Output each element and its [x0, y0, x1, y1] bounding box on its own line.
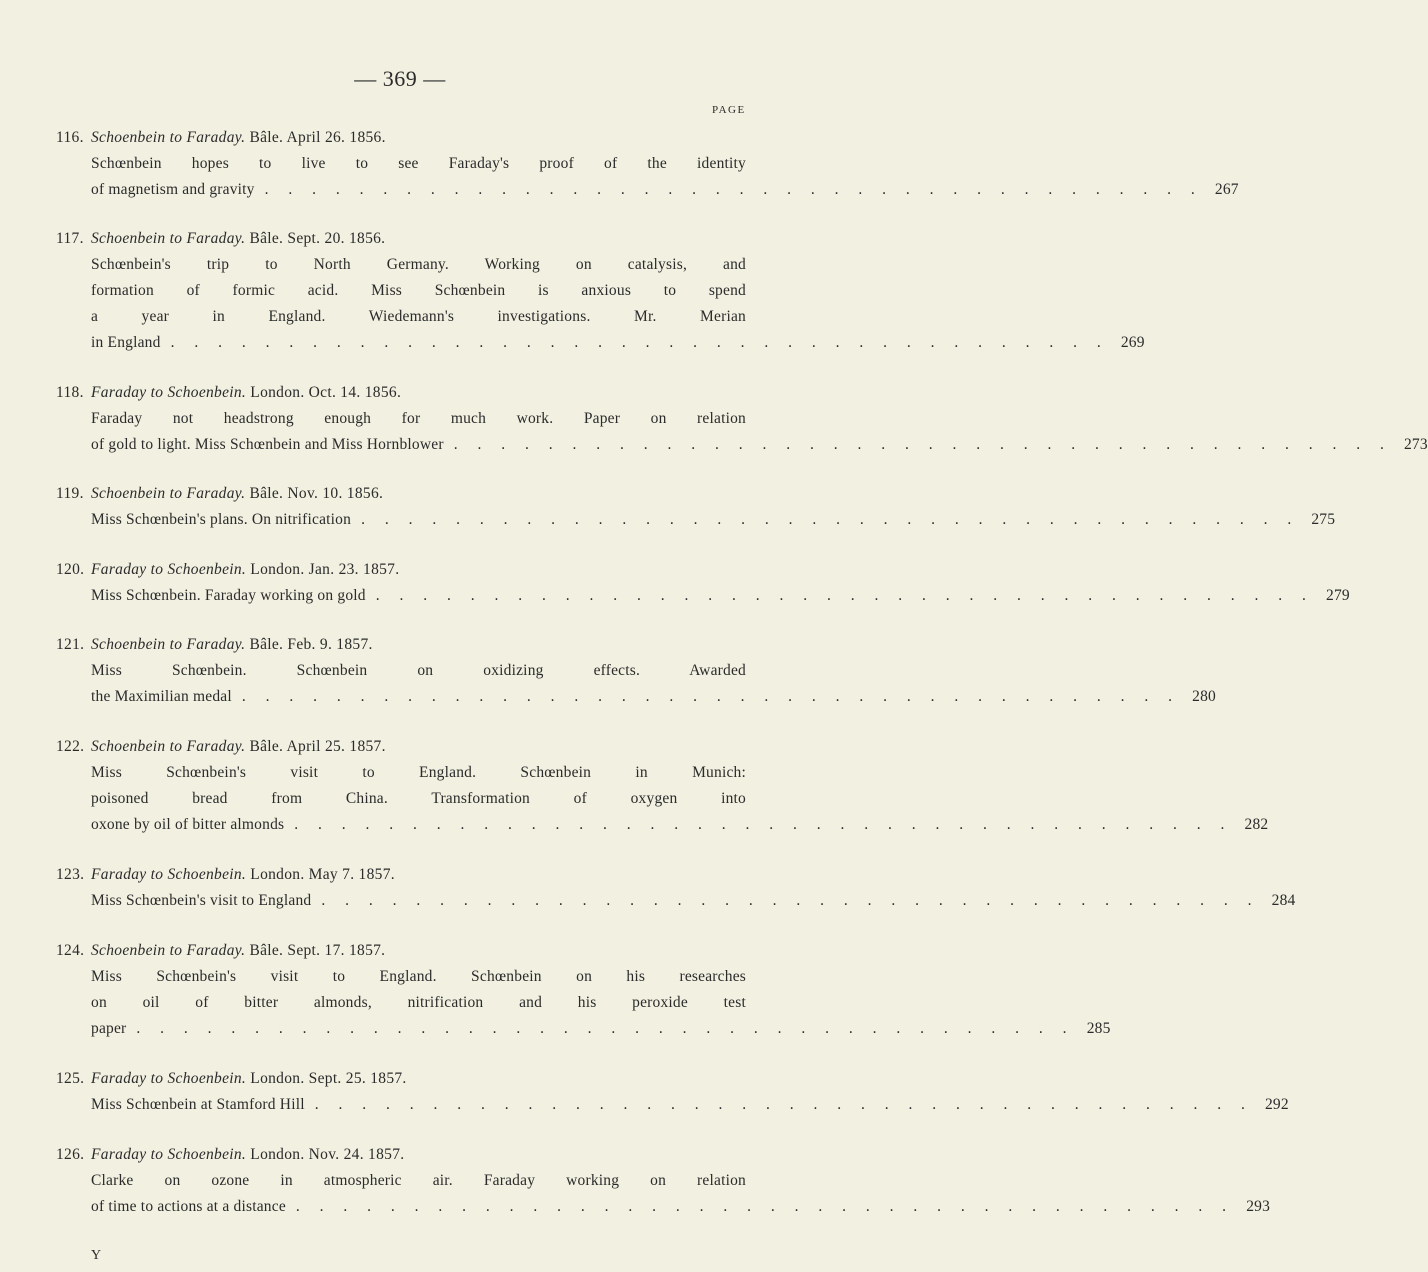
dot-leader: . . . . . . . . . . . . . . . . . . . . . . . . . . . . . . . . . . . . . . . . — [321, 892, 1260, 909]
letter-title: Schoenbein to Faraday. — [91, 942, 246, 959]
entry-number: 123. — [56, 866, 85, 883]
page-reference: 282 — [1244, 816, 1269, 833]
summary-last-line — [91, 684, 1217, 710]
entry-summary — [56, 583, 1350, 609]
entry-summary — [56, 760, 1269, 838]
entry-number: 118. — [56, 384, 84, 401]
summary-last-line — [91, 812, 1269, 838]
entry-heading — [56, 379, 746, 406]
contents-entry — [56, 556, 1350, 609]
dot-leader: . . . . . . . . . . . . . . . . . . . . . . . . . . . . . . . . . . . . . . . . — [241, 688, 1181, 705]
entry-number: 126. — [56, 1146, 85, 1163]
page-reference: 269 — [1120, 334, 1145, 351]
entry-summary — [56, 964, 1111, 1042]
page-reference: 279 — [1326, 587, 1350, 604]
summary-line-text: of gold to light. Miss Schœnbein and Miss Hornblower — [91, 436, 444, 453]
summary-last-line — [91, 1016, 1111, 1042]
letter-title: Schoenbein to Faraday. — [91, 738, 246, 755]
summary-line-text: paper — [91, 1020, 127, 1037]
summary-line-text: Miss Schœnbein at Stamford Hill — [91, 1096, 305, 1113]
summary-line: formation of formic acid. Miss Schœnbein is anxious to spend — [91, 282, 746, 299]
dot-leader: . . . . . . . . . . . . . . . . . . . . . . . . . . . . . . . . . . . . . . . . — [294, 816, 1233, 833]
dot-leader: . . . . . . . . . . . . . . . . . . . . . . . . . . . . . . . . . . . . . . . . — [170, 334, 1109, 351]
entry-heading — [56, 1065, 746, 1092]
letter-place-date: London. Nov. 24. 1857. — [250, 1146, 405, 1163]
summary-line: Schœnbein's trip to North Germany. Working on catalysis, and — [91, 256, 746, 273]
summary-line-text: of magnetism and gravity — [91, 181, 255, 198]
entry-summary — [56, 406, 1428, 458]
page-reference: 285 — [1086, 1020, 1111, 1037]
contents-entry — [56, 1141, 1271, 1220]
entry-number: 124. — [56, 942, 85, 959]
summary-line-text: the Maximilian medal — [91, 688, 232, 705]
contents-entry — [56, 937, 1111, 1042]
page-reference: 292 — [1264, 1096, 1289, 1113]
letter-title: Faraday to Schoenbein. — [91, 1070, 247, 1087]
summary-last-line — [91, 1194, 1271, 1220]
entry-heading — [56, 733, 746, 760]
dot-leader: . . . . . . . . . . . . . . . . . . . . . . . . . . . . . . . . . . . . . . . . — [136, 1020, 1075, 1037]
dot-leader: . . . . . . . . . . . . . . . . . . . . . . . . . . . . . . . . . . . . . . . . — [453, 436, 1392, 453]
letter-title: Schoenbein to Faraday. — [91, 485, 246, 502]
summary-line: on oil of bitter almonds, nitrification and his peroxide test — [91, 994, 746, 1011]
summary-line: poisoned bread from China. Transformation of oxygen into — [91, 790, 746, 807]
entry-number: 122. — [56, 738, 85, 755]
letter-title: Faraday to Schoenbein. — [91, 384, 247, 401]
page-reference: 273 — [1403, 436, 1428, 453]
page-reference: 267 — [1214, 181, 1239, 198]
letter-title: Schoenbein to Faraday. — [91, 230, 246, 247]
letter-place-date: London. Jan. 23. 1857. — [250, 561, 400, 578]
signature-mark: Y — [91, 1248, 102, 1263]
letter-place-date: London. Oct. 14. 1856. — [250, 384, 402, 401]
letter-title: Faraday to Schoenbein. — [91, 561, 247, 578]
contents-list — [56, 124, 1428, 1220]
summary-line-text: in England — [91, 334, 161, 351]
page-reference: 293 — [1246, 1198, 1271, 1215]
entry-heading — [56, 1141, 746, 1168]
entry-summary — [56, 1092, 1289, 1118]
summary-line: Schœnbein hopes to live to see Faraday's proof of the identity — [91, 155, 746, 172]
entry-number: 121. — [56, 636, 85, 653]
letter-title: Faraday to Schoenbein. — [91, 1146, 247, 1163]
contents-entry — [56, 225, 1145, 356]
letter-place-date: Bâle. Nov. 10. 1856. — [249, 485, 384, 502]
summary-last-line — [91, 507, 1336, 533]
summary-line: Miss Schœnbein's visit to England. Schœnbein in Munich: — [91, 764, 746, 781]
summary-last-line — [91, 583, 1350, 609]
summary-last-line — [91, 888, 1296, 914]
letter-title: Faraday to Schoenbein. — [91, 866, 247, 883]
dot-leader: . . . . . . . . . . . . . . . . . . . . . . . . . . . . . . . . . . . . . . . . — [314, 1096, 1253, 1113]
entry-summary — [56, 151, 1239, 203]
summary-line-text: Miss Schœnbein's visit to England — [91, 892, 312, 909]
summary-line-text: Miss Schœnbein. Faraday working on gold — [91, 587, 366, 604]
entry-number: 116. — [56, 129, 84, 146]
summary-last-line — [91, 1092, 1289, 1118]
entry-number: 117. — [56, 230, 84, 247]
summary-last-line — [91, 177, 1239, 203]
contents-entry — [56, 1065, 1289, 1118]
contents-entry — [56, 480, 1336, 533]
entry-heading — [56, 225, 746, 252]
letter-place-date: Bâle. Sept. 17. 1857. — [249, 942, 386, 959]
entry-heading — [56, 861, 746, 888]
letter-place-date: Bâle. April 25. 1857. — [249, 738, 386, 755]
summary-line: Faraday not headstrong enough for much work. Paper on relation — [91, 410, 746, 427]
letter-place-date: Bâle. April 26. 1856. — [249, 129, 386, 146]
page-reference: 284 — [1271, 892, 1296, 909]
entry-number: 125. — [56, 1070, 85, 1087]
page-reference: 280 — [1192, 688, 1217, 705]
summary-line: a year in England. Wiedemann's investigations. Mr. Merian — [91, 308, 746, 325]
summary-line-text: of time to actions at a distance — [91, 1198, 286, 1215]
summary-line-text: oxone by oil of bitter almonds — [91, 816, 285, 833]
letter-place-date: Bâle. Feb. 9. 1857. — [249, 636, 373, 653]
letter-title: Schoenbein to Faraday. — [91, 636, 246, 653]
summary-line: Miss Schœnbein's visit to England. Schœnbein on his researches — [91, 968, 746, 985]
entry-heading — [56, 556, 746, 583]
entry-heading — [56, 480, 746, 507]
summary-last-line — [91, 432, 1428, 458]
contents-entry — [56, 124, 1239, 203]
entry-summary — [56, 888, 1296, 914]
page-reference: 275 — [1311, 511, 1336, 528]
summary-line: Miss Schœnbein. Schœnbein on oxidizing effects. Awarded — [91, 662, 746, 679]
summary-line: Clarke on ozone in atmospheric air. Faraday working on relation — [91, 1172, 746, 1189]
entry-summary — [56, 1168, 1271, 1220]
entry-summary — [56, 658, 1217, 710]
entry-summary — [56, 507, 1336, 533]
entry-number: 120. — [56, 561, 85, 578]
letter-place-date: London. May 7. 1857. — [250, 866, 395, 883]
dot-leader: . . . . . . . . . . . . . . . . . . . . . . . . . . . . . . . . . . . . . . . . — [295, 1198, 1235, 1215]
entry-summary — [56, 252, 1145, 356]
dot-leader: . . . . . . . . . . . . . . . . . . . . . . . . . . . . . . . . . . . . . . . . — [361, 511, 1300, 528]
entry-heading — [56, 631, 746, 658]
letter-place-date: Bâle. Sept. 20. 1856. — [249, 230, 386, 247]
letter-place-date: London. Sept. 25. 1857. — [250, 1070, 407, 1087]
contents-entry — [56, 379, 1428, 458]
letter-title: Schoenbein to Faraday. — [91, 129, 246, 146]
entry-number: 119. — [56, 485, 84, 502]
page-number: — 369 — — [354, 66, 446, 91]
entry-heading — [56, 937, 746, 964]
contents-entry — [56, 631, 1217, 710]
contents-entry — [56, 861, 1296, 914]
entry-heading — [56, 124, 746, 151]
dot-leader: . . . . . . . . . . . . . . . . . . . . . . . . . . . . . . . . . . . . . . . . — [264, 181, 1203, 198]
summary-last-line — [91, 330, 1145, 356]
contents-entry — [56, 733, 1269, 838]
summary-line-text: Miss Schœnbein's plans. On nitrification — [91, 511, 352, 528]
dot-leader: . . . . . . . . . . . . . . . . . . . . . . . . . . . . . . . . . . . . . . . . — [375, 587, 1314, 604]
page-column-label: PAGE — [712, 104, 746, 116]
